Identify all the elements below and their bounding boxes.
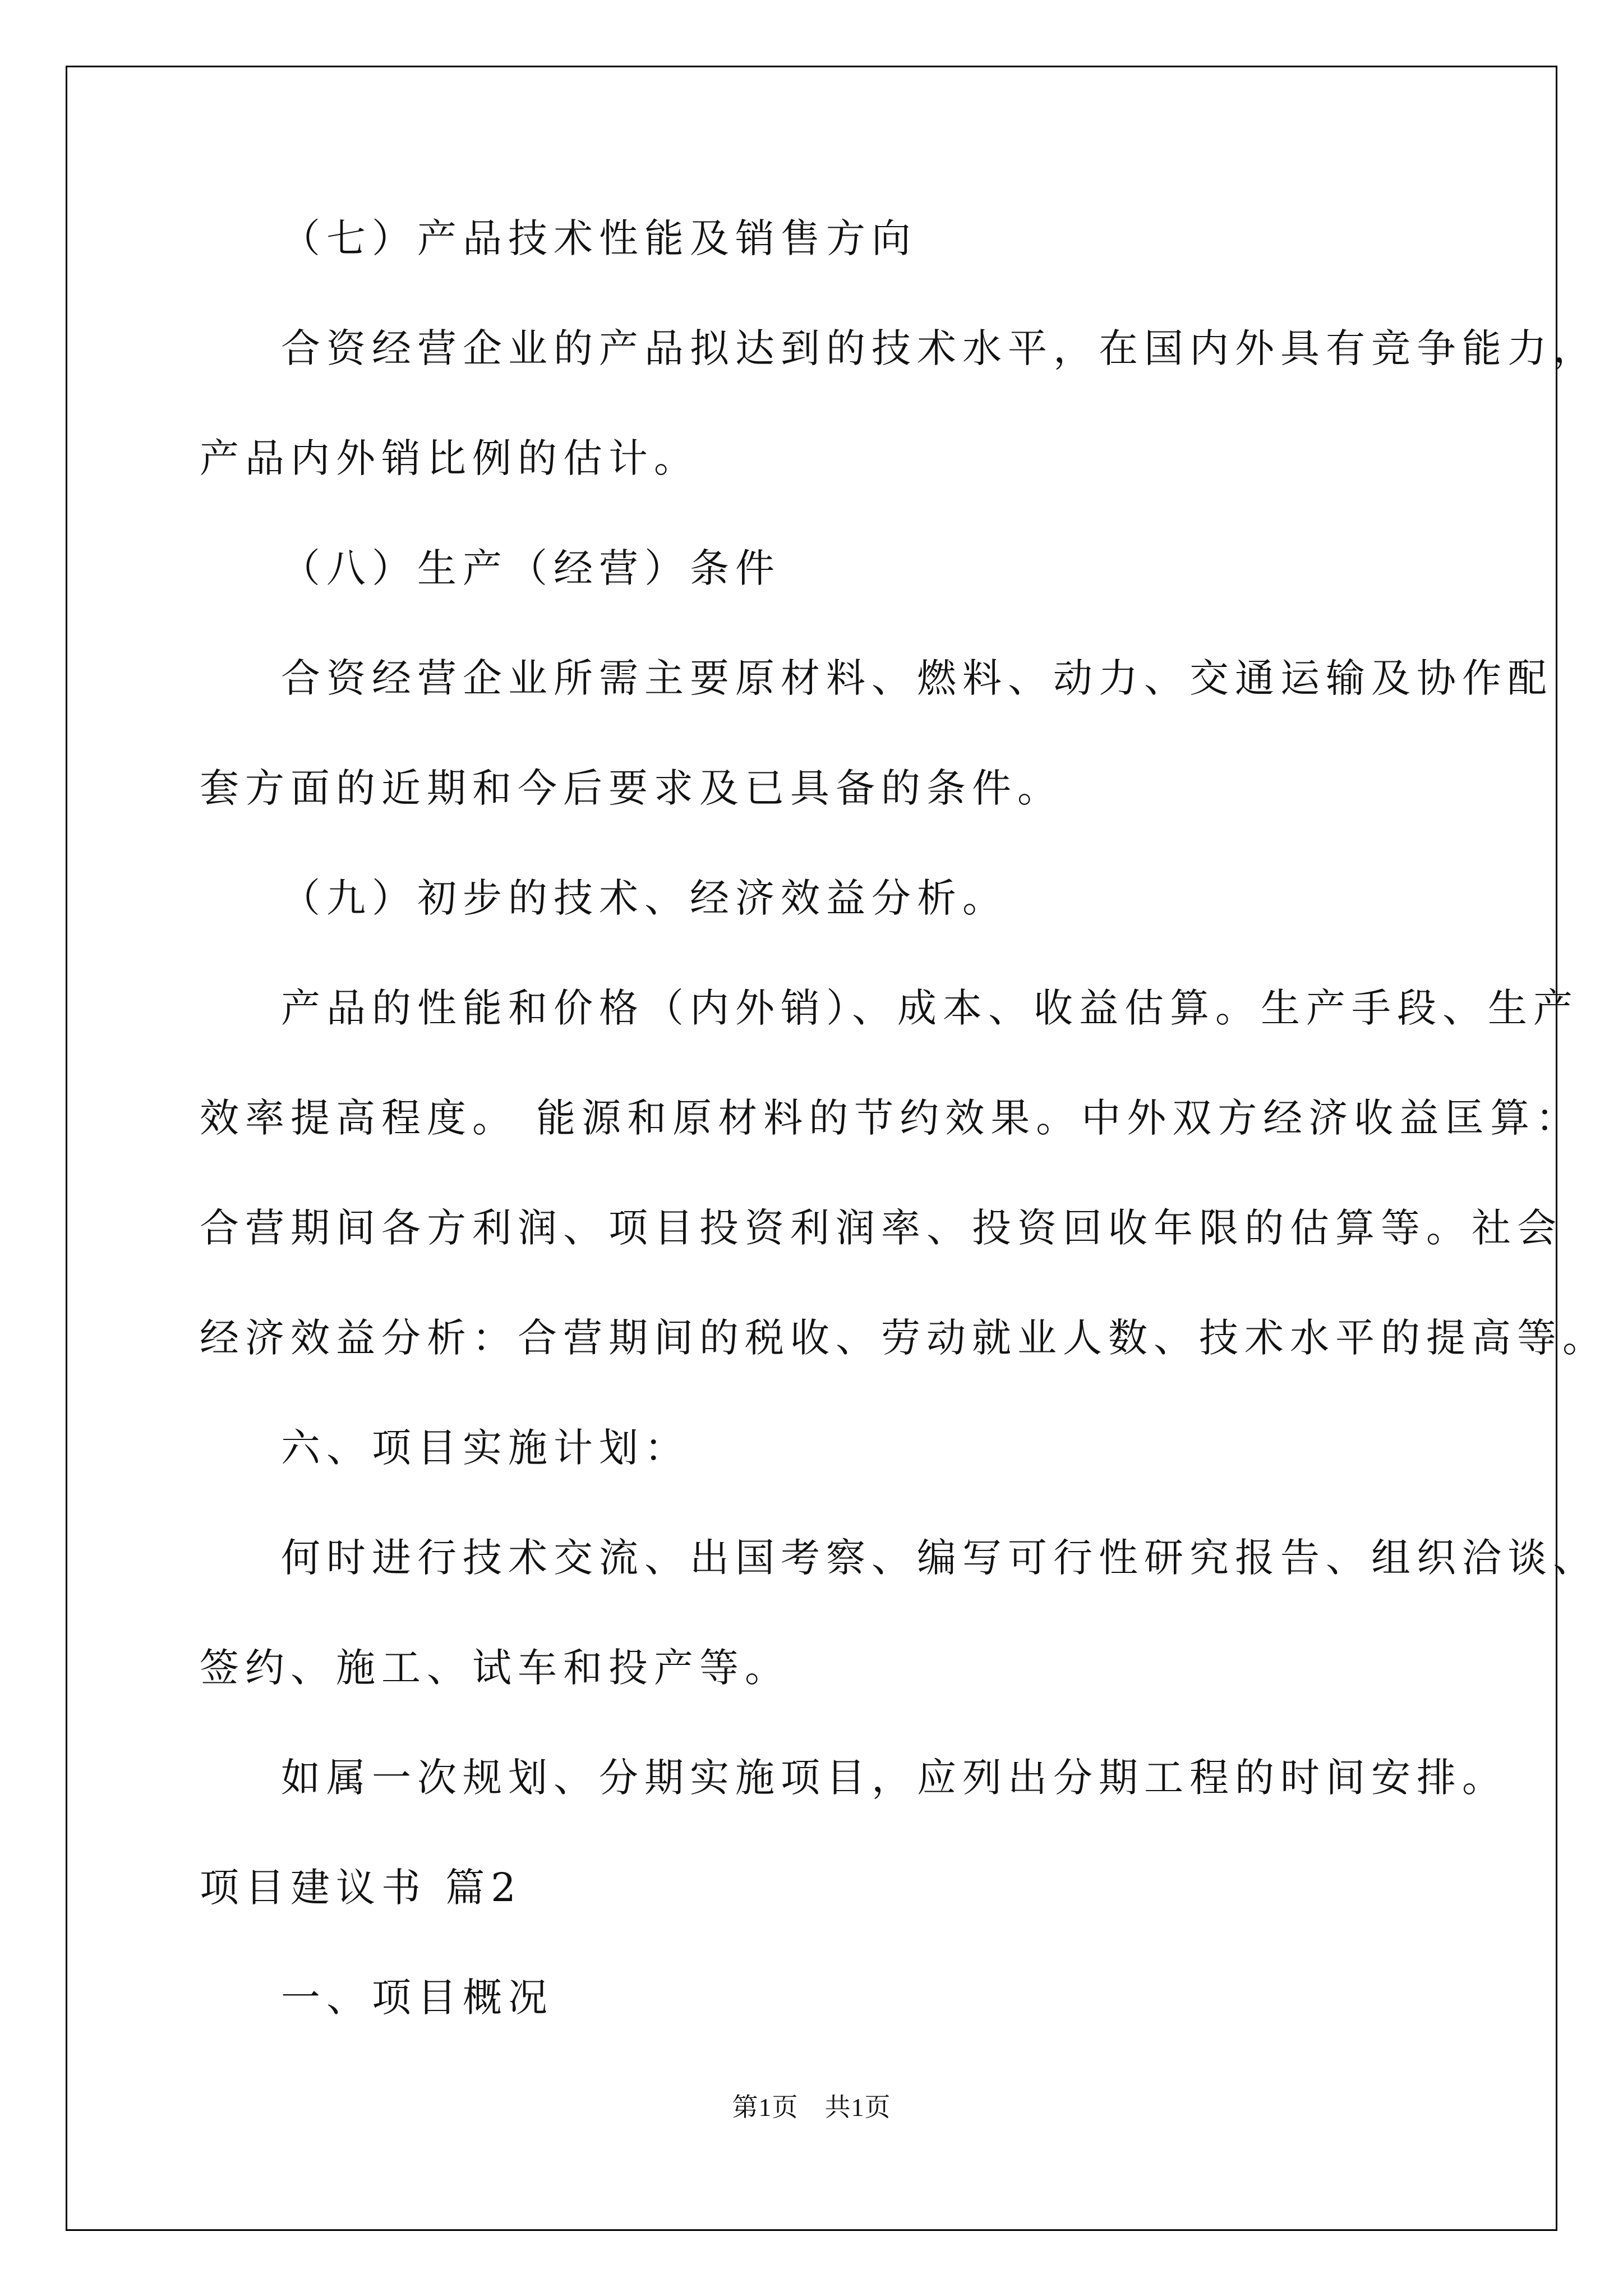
paragraph-line: 产品的性能和价格（内外销）、成本、收益估算。生产手段、生产: [281, 985, 1579, 1031]
paragraph-line: 合资经营企业所需主要原材料、燃料、动力、交通运输及协作配: [281, 655, 1553, 701]
paragraph-line: 产品内外销比例的估计。: [200, 435, 699, 481]
heading-benefit-analysis: （九）初步的技术、经济效益分析。: [281, 875, 1008, 921]
section-title: 项目建议书 篇2: [200, 1865, 522, 1911]
paragraph-line: 如属一次规划、分期实施项目，应列出分期工程的时间安排。: [281, 1755, 1507, 1801]
paragraph-line: 合资经营企业的产品拟达到的技术水平，在国内外具有竞争能力，: [281, 325, 1598, 371]
paragraph-line: 套方面的近期和今后要求及已具备的条件。: [200, 765, 1063, 811]
heading-project-overview: 一、项目概况: [281, 1975, 554, 2021]
heading-implementation-plan: 六、项目实施计划：: [281, 1425, 690, 1471]
paragraph-line: 何时进行技术交流、出国考察、编写可行性研究报告、组织洽谈、: [281, 1535, 1598, 1581]
page-number-footer: 第1页 共1页: [732, 2093, 891, 2122]
paragraph-line: 签约、施工、试车和投产等。: [200, 1645, 790, 1691]
heading-product-performance: （七）产品技术性能及销售方向: [281, 215, 917, 261]
heading-production-conditions: （八）生产（经营）条件: [281, 545, 781, 591]
paragraph-line: 合营期间各方利润、项目投资利润率、投资回收年限的估算等。社会: [200, 1205, 1562, 1251]
paragraph-line: 经济效益分析：合营期间的税收、劳动就业人数、技术水平的提高等。: [200, 1315, 1608, 1361]
paragraph-line: 效率提高程度。 能源和原材料的节约效果。中外双方经济收益匡算：: [200, 1095, 1581, 1141]
